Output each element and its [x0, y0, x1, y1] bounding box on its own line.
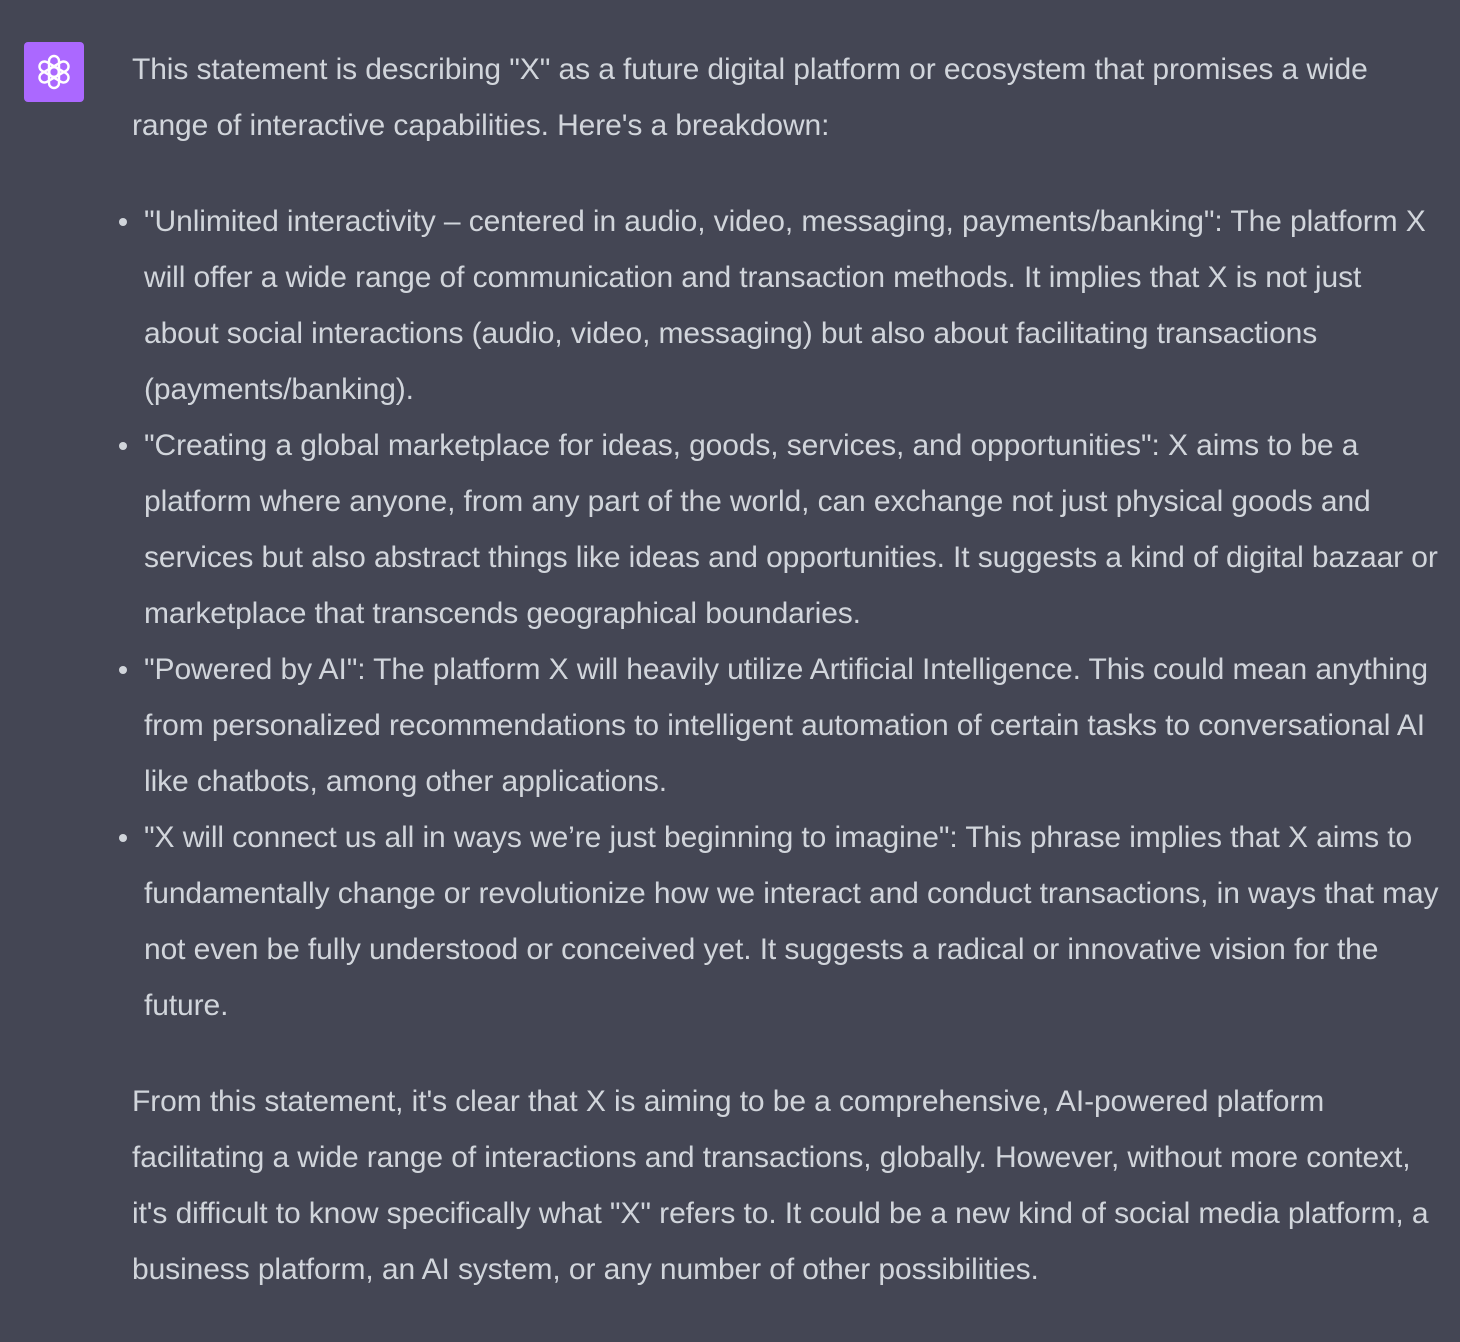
- list-item: "Creating a global marketplace for ideas, goods, services, and opportunities": X aims to be a platform where anyone, from any part of the world, can exchange not just physical goods and services but also abstract things like ideas and opportunities. It suggests a kind of digital bazaar or marketplace that transcends geographical boundaries.: [132, 418, 1442, 642]
- conclusion-paragraph: From this statement, it's clear that X is aiming to be a comprehensive, AI-powered platform facilitating a wide range of interactions and transactions, globally. However, without more context, it's difficult to know specifically what "X" refers to. It could be a new kind of social media platform, a business platform, an AI system, or any number of other possibilities.: [132, 1085, 1429, 1286]
- assistant-avatar: [24, 42, 84, 102]
- intro-paragraph: This statement is describing "X" as a future digital platform or ecosystem that promises a wide range of interactive capabilities. Here's a breakdown:: [132, 53, 1368, 142]
- breakdown-list: [132, 194, 1442, 1034]
- openai-logo-icon: [34, 52, 74, 92]
- list-item: "Powered by AI": The platform X will heavily utilize Artificial Intelligence. This could mean anything from personalized recommendations to intelligent automation of certain tasks to conversational AI like chatbots, among other applications.: [132, 642, 1442, 810]
- list-item: "X will connect us all in ways we’re just beginning to imagine": This phrase implies that X aims to fundamentally change or revolutionize how we interact and conduct transactions, in ways that may not even be fully understood or conceived yet. It suggests a radical or innovative vision for the future.: [132, 810, 1442, 1034]
- list-item: "Unlimited interactivity – centered in audio, video, messaging, payments/banking": The platform X will offer a wide range of communication and transaction methods. It implies that X is not just about social interactions (audio, video, messaging) but also about facilitating transactions (payments/banking).: [132, 194, 1442, 418]
- message-content: [132, 42, 1442, 1298]
